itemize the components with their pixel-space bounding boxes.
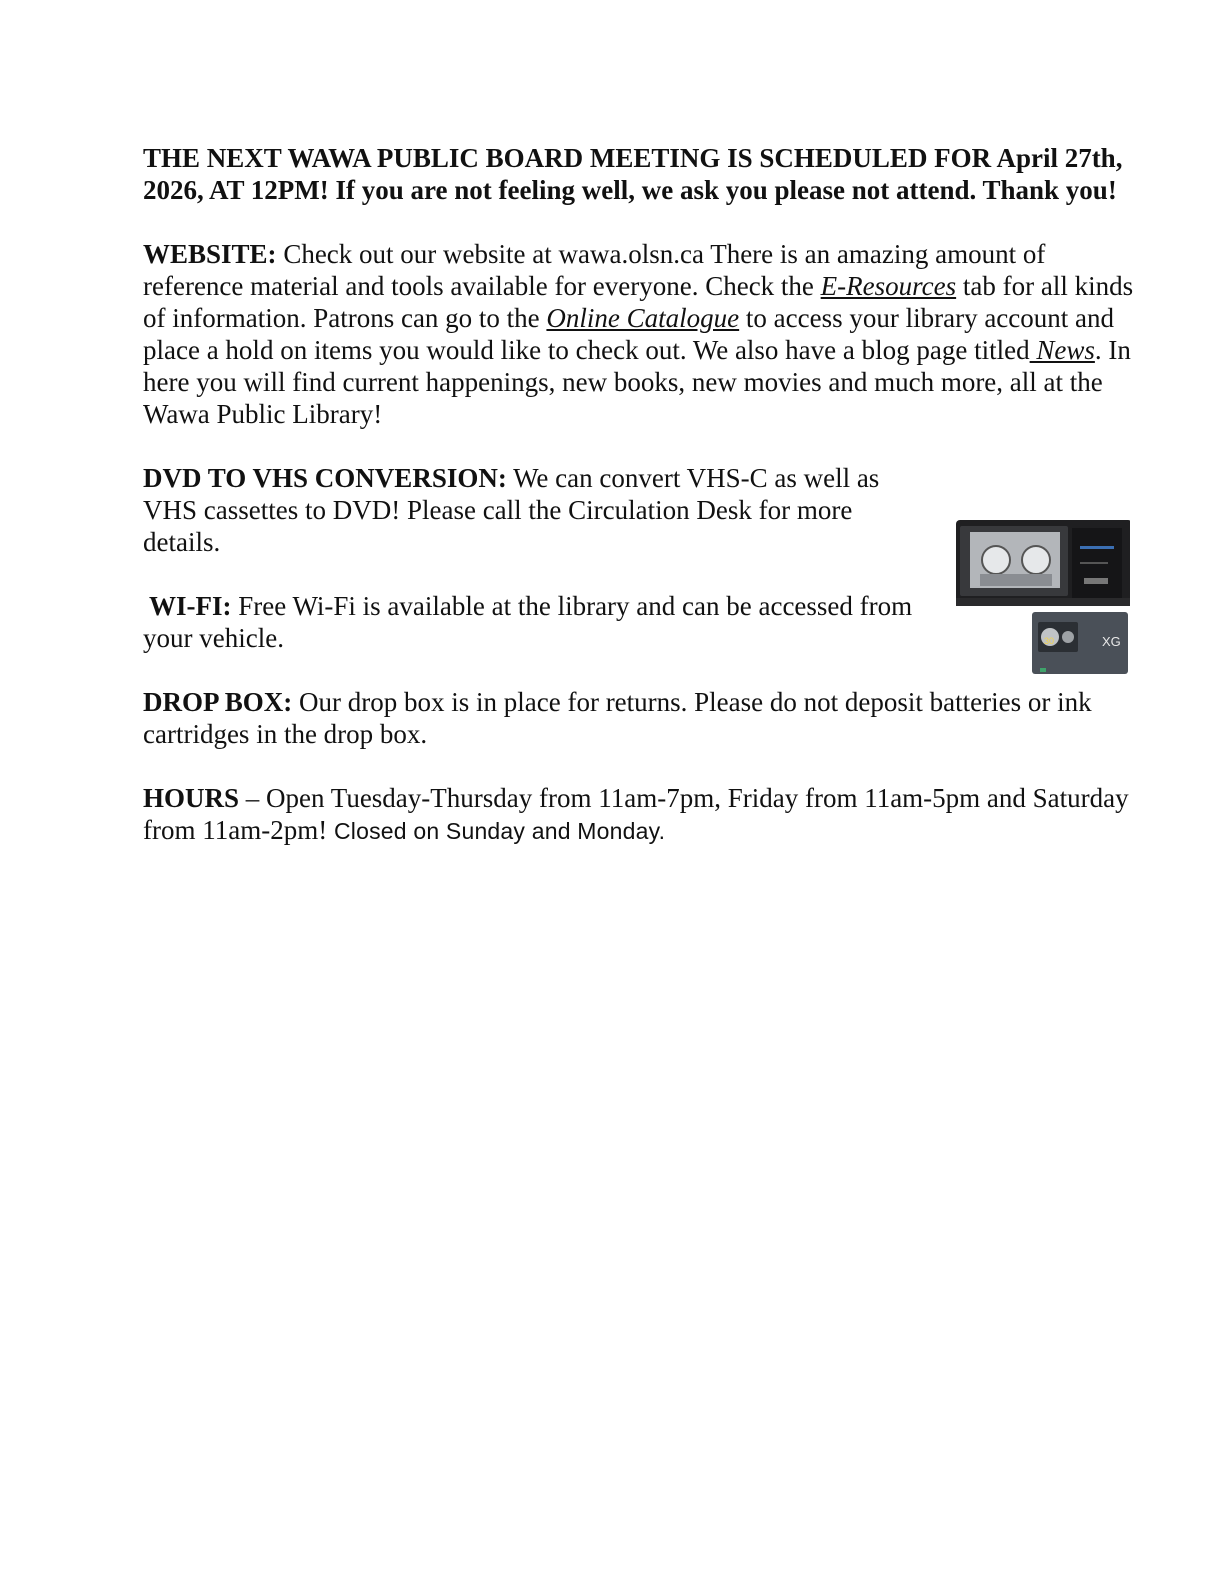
document-body [143, 142, 1143, 879]
e-resources-link[interactable]: E-Resources [820, 271, 957, 301]
wifi-label: WI-FI: [149, 591, 232, 621]
cassette-number: 30 [1044, 636, 1055, 646]
website-text-3: to access your library account and place a hold on items you would like to check out. We also have a blog page titled [143, 303, 1115, 365]
dvd-conversion-text: We can convert VHS-C as well as VHS cassettes to DVD! Please call the Circulation Desk for more details. [143, 463, 880, 557]
drop-box-text: Our drop box is in place for returns. Please do not deposit batteries or ink cartridges in the drop box. [143, 687, 1092, 749]
cassette-label: XG [1102, 634, 1121, 649]
website-text-2: tab for all kinds of information. Patrons can go to the [143, 271, 1134, 333]
news-link[interactable]: News [1029, 335, 1095, 365]
wifi-text: Free Wi-Fi is available at the library and can be accessed from your vehicle. [143, 591, 913, 653]
vhs-adapter-image [952, 516, 1130, 680]
website-text-1: Check out our website at wawa.olsn.ca There is an amazing amount of reference material and tools available for everyone. Check the [143, 239, 1046, 301]
website-label: WEBSITE: [143, 239, 277, 269]
website-text-4: . In here you will find current happenings, new books, new movies and much more, all at the Wawa Public Library! [143, 335, 1131, 429]
vhs-c-cassette [1032, 612, 1128, 674]
drop-box-label: DROP BOX: [143, 687, 293, 717]
board-meeting-notice: THE NEXT WAWA PUBLIC BOARD MEETING IS SCHEDULED FOR April 27th, 2026, AT 12PM! If you are not feeling well, we ask you please not attend. Thank you! [143, 143, 1123, 205]
website-section [143, 238, 1143, 430]
hours-label: HOURS [143, 783, 240, 813]
hours-section [143, 782, 1143, 847]
dvd-conversion-section [143, 462, 913, 558]
online-catalogue-link[interactable]: Online Catalogue [546, 303, 740, 333]
vhs-adapter-shell [956, 520, 1130, 606]
closed-days-text: Closed on Sunday and Monday. [333, 818, 666, 844]
wifi-section [143, 590, 913, 654]
drop-box-section [143, 686, 1143, 750]
dvd-conversion-label: DVD TO VHS CONVERSION: [143, 463, 507, 493]
vhs-adapter-illustration [952, 516, 1130, 680]
hours-text: – Open Tuesday-Thursday from 11am-7pm, Friday from 11am-5pm and Saturday from 11am-2pm! [143, 783, 1129, 845]
